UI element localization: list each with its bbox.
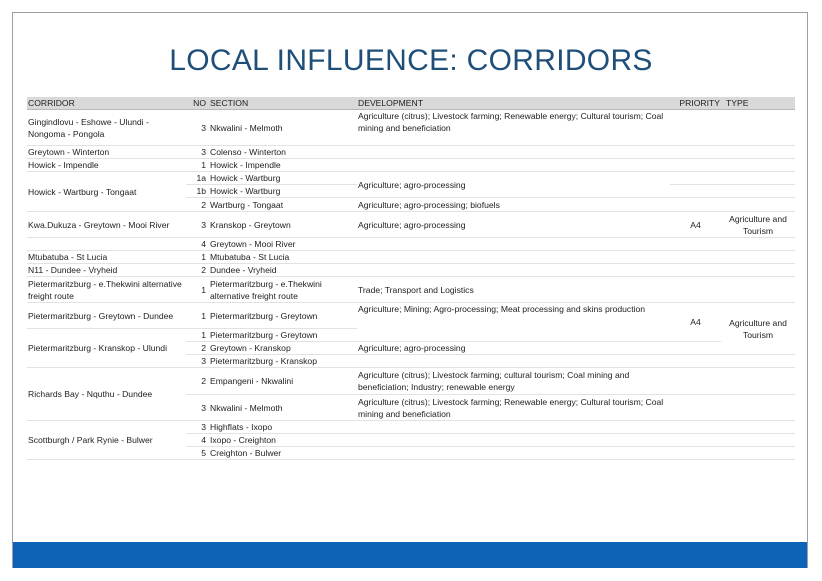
section-no: 3	[186, 146, 209, 159]
header-priority: PRIORITY	[670, 97, 721, 110]
section-no: 1b	[186, 185, 209, 198]
corridor-cell: Howick - Wartburg - Tongaat	[27, 172, 186, 212]
section-name: Howick - Wartburg	[209, 185, 357, 198]
section-name: Pietermaritzburg - Greytown	[209, 303, 357, 329]
development-cell: Agriculture; Mining; Agro-processing; Meat processing and skins production	[357, 303, 670, 342]
table-row	[27, 146, 795, 159]
type-cell: Agriculture and Tourism	[721, 303, 795, 355]
section-name: Nkwalini - Melmoth	[209, 395, 357, 421]
table-row	[27, 172, 795, 185]
header-section: SECTION	[209, 97, 357, 110]
section-no: 4	[186, 434, 209, 447]
table-row	[27, 421, 795, 434]
section-name: Howick - Wartburg	[209, 172, 357, 185]
section-no: 1	[186, 303, 209, 329]
table-row	[27, 368, 795, 395]
section-name: Wartburg - Tongaat	[209, 198, 357, 212]
section-name: Kranskop - Greytown	[209, 212, 357, 238]
corridor-cell: Pietermaritzburg - Kranskop - Ulundi	[27, 329, 186, 368]
corridor-cell: Richards Bay - Nquthu - Dundee	[27, 368, 186, 421]
corridor-cell: Pietermaritzburg - Greytown - Dundee	[27, 303, 186, 329]
section-no: 1	[186, 329, 209, 342]
table-row	[27, 238, 795, 251]
section-no: 3	[186, 110, 209, 146]
section-name: Greytown - Kranskop	[209, 342, 357, 355]
section-no: 2	[186, 368, 209, 395]
corridor-cell: Pietermaritzburg - e.Thekwini alternative freight route	[27, 277, 186, 303]
section-no: 1a	[186, 172, 209, 185]
section-no: 2	[186, 198, 209, 212]
section-name: Colenso - Winterton	[209, 146, 357, 159]
corridor-cell: Greytown - Winterton	[27, 146, 186, 159]
table-row	[27, 277, 795, 303]
corridors-table	[27, 97, 795, 460]
section-name: Nkwalini - Melmoth	[209, 110, 357, 146]
corridor-cell: Mtubatuba - St Lucia	[27, 251, 186, 264]
section-no: 1	[186, 159, 209, 172]
section-name: Mtubatuba - St Lucia	[209, 251, 357, 264]
development-cell: Agriculture (citrus); Livestock farming; Renewable energy; Cultural tourism; Coal mining and beneficiation	[357, 395, 670, 421]
section-name: Dundee - Vryheid	[209, 264, 357, 277]
section-name: Highflats - Ixopo	[209, 421, 357, 434]
table-row	[27, 251, 795, 264]
section-name: Greytown - Mooi River	[209, 238, 357, 251]
section-name: Ixopo - Creighton	[209, 434, 357, 447]
table-row	[27, 159, 795, 172]
priority-cell: A4	[670, 303, 721, 342]
section-no: 1	[186, 277, 209, 303]
section-no: 3	[186, 212, 209, 238]
header-corridor: CORRIDOR	[27, 97, 186, 110]
table-row	[27, 303, 795, 329]
section-no: 2	[186, 342, 209, 355]
section-no: 3	[186, 355, 209, 368]
development-cell: Agriculture; agro-processing	[357, 212, 670, 238]
footer-bar	[13, 542, 807, 568]
corridor-cell: Kwa.Dukuza - Greytown - Mooi River	[27, 212, 186, 238]
section-no: 3	[186, 421, 209, 434]
table-header-row	[27, 97, 795, 110]
table-row	[27, 110, 795, 146]
section-no: 5	[186, 447, 209, 460]
corridor-cell: N11 - Dundee - Vryheid	[27, 264, 186, 277]
section-name: Pietermaritzburg - e.Thekwini alternative freight route	[209, 277, 357, 303]
priority-cell: A4	[670, 212, 721, 238]
development-cell: Trade; Transport and Logistics	[357, 277, 670, 303]
section-no: 3	[186, 395, 209, 421]
development-cell: Agriculture; agro-processing	[357, 172, 670, 198]
section-no: 1	[186, 251, 209, 264]
section-name: Pietermaritzburg - Kranskop	[209, 355, 357, 368]
section-no: 2	[186, 264, 209, 277]
header-development: DEVELOPMENT	[357, 97, 670, 110]
header-no: NO	[186, 97, 209, 110]
development-cell: Agriculture (citrus); Livestock farming; Renewable energy; Cultural tourism; Coal mining and beneficiation	[357, 110, 670, 146]
section-name: Pietermaritzburg - Greytown	[209, 329, 357, 342]
page-title: LOCAL INFLUENCE: CORRIDORS	[169, 44, 653, 77]
section-name: Empangeni - Nkwalini	[209, 368, 357, 395]
development-cell: Agriculture; agro-processing	[357, 342, 670, 355]
development-cell: Agriculture (citrus); Livestock farming; cultural tourism; Coal mining and beneficiation; Industry; renewable energy	[357, 368, 670, 395]
section-no: 4	[186, 238, 209, 251]
corridor-cell: Gingindlovu - Eshowe - Ulundi - Nongoma - Pongola	[27, 110, 186, 146]
header-type: TYPE	[721, 97, 795, 110]
table-row	[27, 212, 795, 238]
type-cell: Agriculture and Tourism	[721, 212, 795, 238]
development-cell: Agriculture; agro-processing; biofuels	[357, 198, 670, 212]
corridor-cell: Howick - Impendle	[27, 159, 186, 172]
section-name: Creighton - Bulwer	[209, 447, 357, 460]
corridor-cell: Scottburgh / Park Rynie - Bulwer	[27, 421, 186, 460]
table-row	[27, 264, 795, 277]
section-name: Howick - Impendle	[209, 159, 357, 172]
